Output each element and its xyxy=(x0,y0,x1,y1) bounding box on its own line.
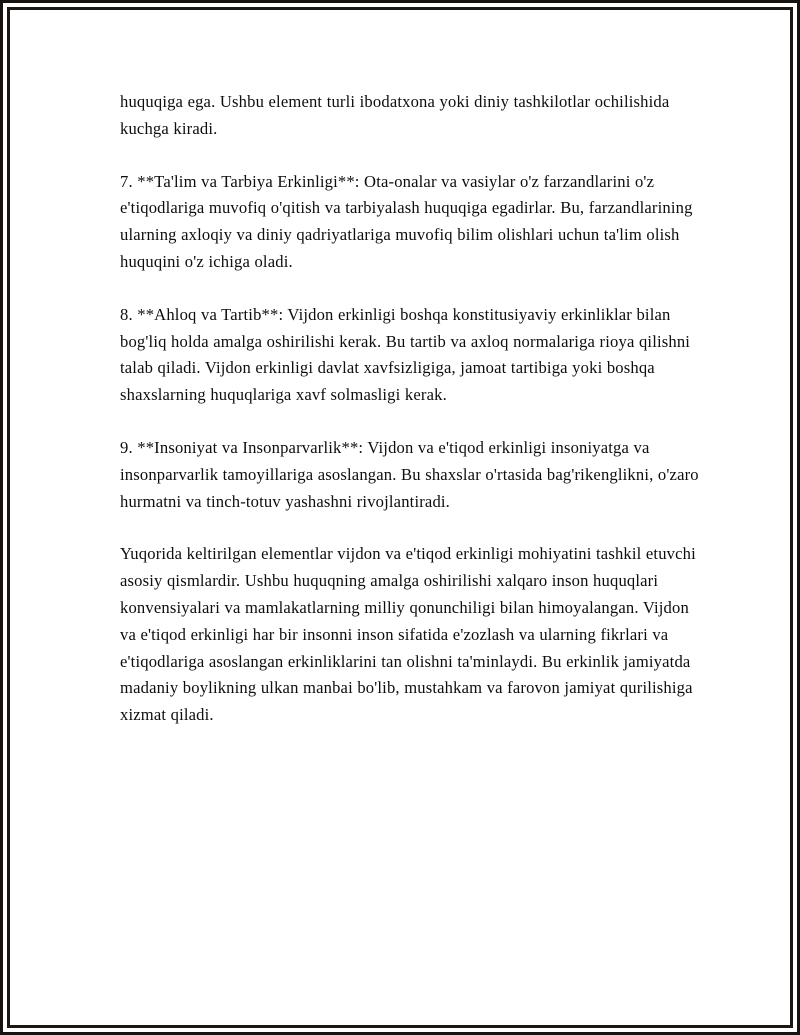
paragraph-item-8: 8. **Ahloq va Tartib**: Vijdon erkinligi boshqa konstitusiyaviy erkinliklar bilan bog'liq holda amalga oshirilishi kerak. Bu tartib va axloq normalariga rioya qilishni talab qiladi. Vijdon erkinligi davlat xavfsizligiga, jamoat tartibiga yoki boshqa shaxslarning huquqlariga xavf solmasligi kerak. xyxy=(120,304,691,405)
page-inner-border xyxy=(7,7,793,1028)
paragraph-continued-intro: huquqiga ega. Ushbu element turli ibodatxona yoki diniy tashkilotlar ochilishida kuchga kiradi. xyxy=(120,92,670,138)
paragraph-conclusion: Yuqorida keltirilgan elementlar vijdon va e'tiqod erkinligi mohiyatini tashkil etuvchi asosiy qismlardir. Ushbu huquqning amalga oshirilishi xalqaro inson huquqlari konvensiyalari va mamlakatlarning milliy qonunchiligi bilan himoyalangan. Vijdon va e'tiqod erkinligi har bir insonni inson sifatida e'zozlash va ularning fikrlari va e'tiqodlariga asoslangan erkinliklarini tan olishni ta'minlaydi. Bu erkinlik jamiyatda madaniy boylikning ulkan manbai bo'lib, mustahkam va farovon jamiyat qurilishiga xizmat qiladi. xyxy=(120,544,696,725)
document-text-body xyxy=(120,89,700,729)
paragraph-item-7: 7. **Ta'lim va Tarbiya Erkinligi**: Ota-onalar va vasiylar o'z farzandlarini o'z e'tiqodlariga muvofiq o'qitish va tarbiyalash huquqiga egadirlar. Bu, farzandlarining ularning axloqiy va diniy qadriyatlariga muvofiq bilim olishlari uchun ta'lim olish huquqini o'z ichiga oladi. xyxy=(120,171,693,271)
paragraph-item-9: 9. **Insoniyat va Insonparvarlik**: Vijdon va e'tiqod erkinligi insoniyatga va insonparvarlik tamoyillariga asoslangan. Bu shaxslar o'rtasida bag'rikenglikni, o'zaro hurmatni va tinch-totuv yashashni rivojlantiradi. xyxy=(120,437,699,511)
